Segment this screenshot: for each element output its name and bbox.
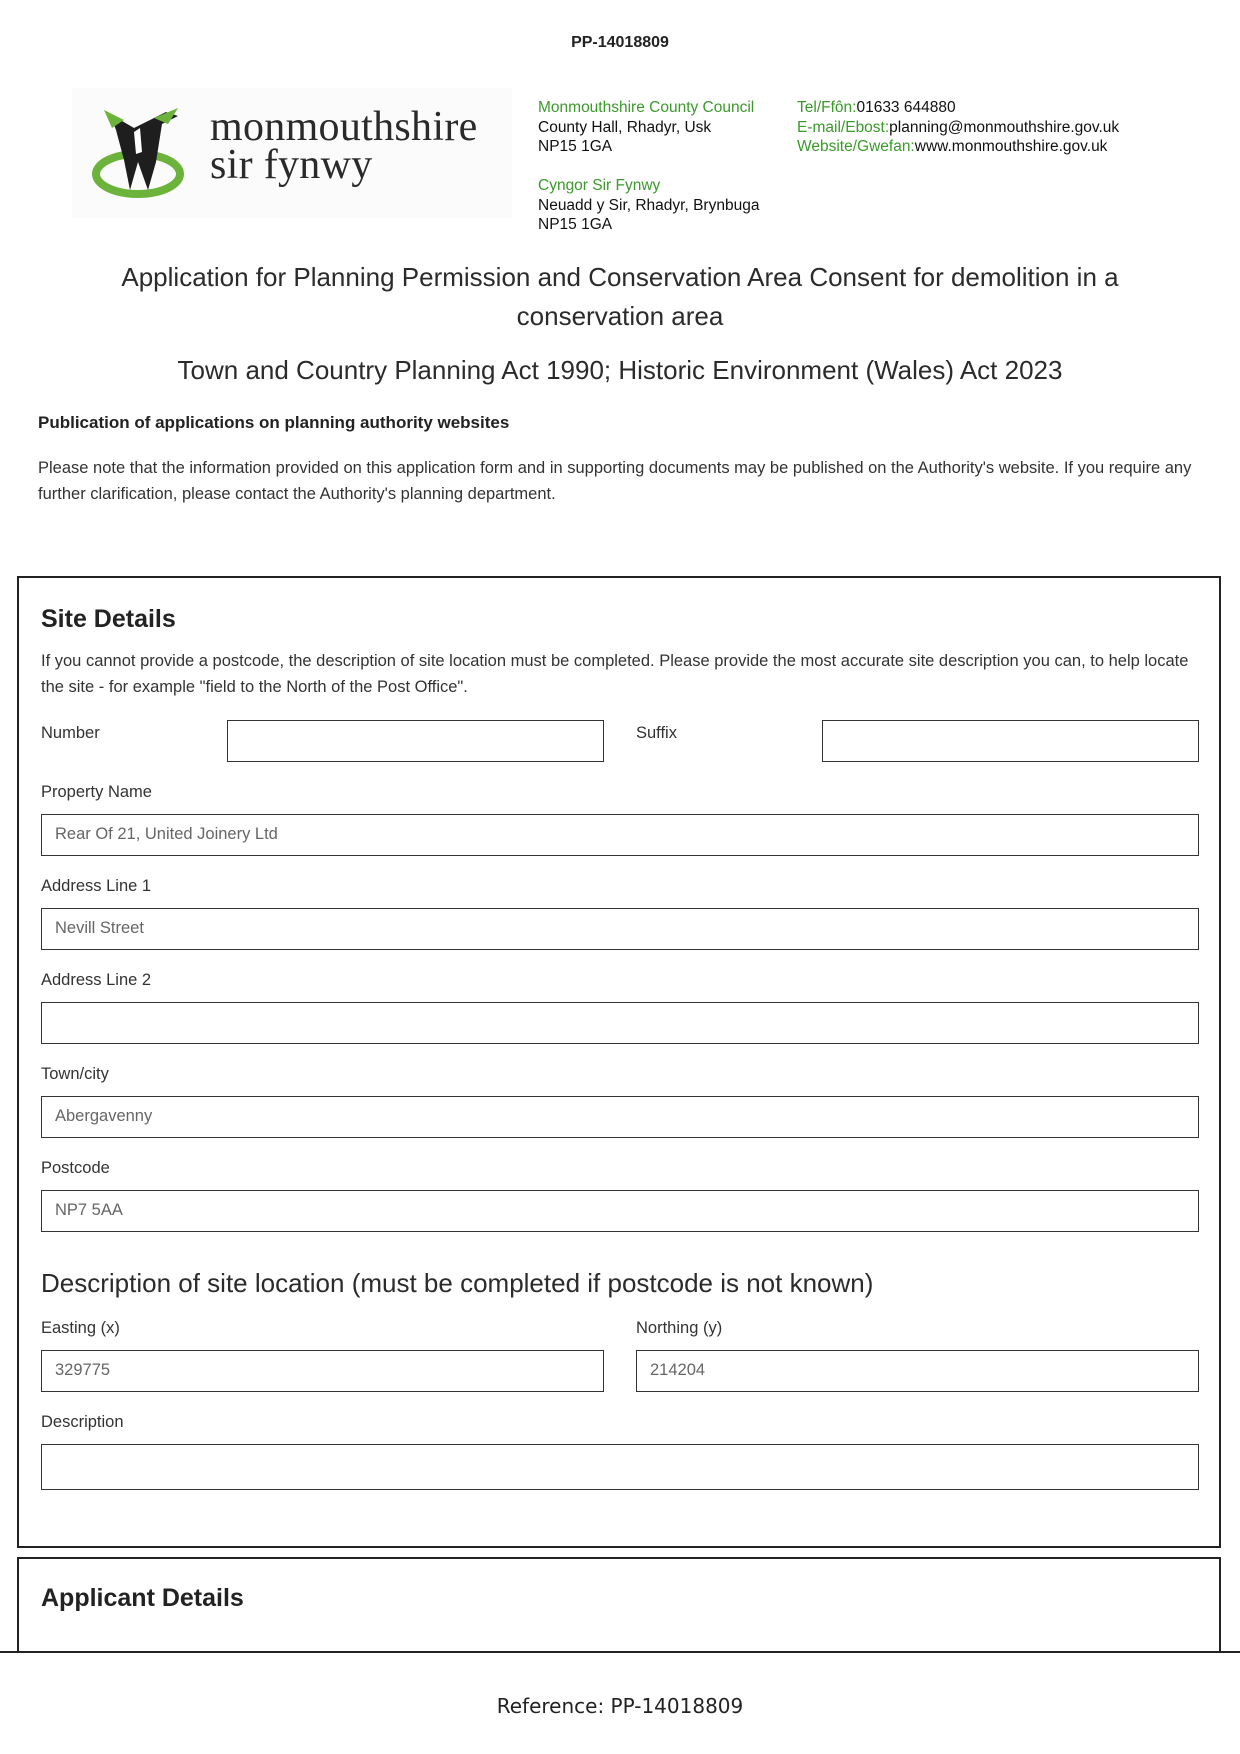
form-title-line-2: conservation area (516, 301, 724, 331)
contact-website (797, 137, 1119, 157)
address-line-1-input[interactable]: Nevill Street (41, 908, 1199, 950)
council-name-cy: Cyngor Sir Fynwy (538, 177, 661, 194)
email-label: E-mail/Ebost: (797, 118, 890, 136)
property-name-label: Property Name (41, 783, 152, 801)
site-details-section (17, 576, 1221, 1548)
email-value: planning@monmouthshire.gov.uk (889, 118, 1120, 136)
number-label: Number (41, 724, 100, 742)
postcode-input[interactable]: NP7 5AA (41, 1190, 1199, 1232)
contact-email (797, 118, 1119, 138)
description-input[interactable] (41, 1444, 1199, 1490)
northing-label: Northing (y) (636, 1319, 723, 1337)
tel-label: Tel/Ffôn: (797, 99, 857, 116)
tel-value: 01633 644880 (856, 99, 956, 116)
legislation-act: Town and Country Planning Act 1990; Historic Environment (Wales) Act 2023 (177, 355, 1063, 385)
website-value: www.monmouthshire.gov.uk (914, 138, 1108, 155)
publication-note: Please note that the information provided on this application form and in supporting documents may be published on the Authority's website. If you require any further clarification, please contact the Authority's planning department. (38, 459, 1192, 503)
property-name-input[interactable]: Rear Of 21, United Joinery Ltd (41, 814, 1199, 856)
address-line-2-label: Address Line 2 (41, 971, 152, 989)
contact-details (797, 98, 1119, 157)
council-address-en-line-2: NP15 1GA (538, 138, 613, 155)
site-location-heading: Description of site location (must be completed if postcode is not known) (41, 1268, 874, 1298)
applicant-details-section (17, 1557, 1221, 1653)
description-label: Description (41, 1413, 124, 1431)
easting-input[interactable]: 329775 (41, 1350, 604, 1392)
footer-divider (0, 1651, 1240, 1653)
logo-wordmark (210, 104, 478, 188)
number-input[interactable] (227, 720, 604, 762)
northing-input[interactable]: 214204 (636, 1350, 1199, 1392)
logo-line-2: sir fynwy (210, 142, 373, 188)
publication-heading: Publication of applications on planning authority websites (38, 413, 510, 432)
address-line-2-input[interactable] (41, 1002, 1199, 1044)
applicant-details-title: Applicant Details (41, 1584, 244, 1612)
council-address-cy-line-2: NP15 1GA (538, 216, 613, 233)
postcode-label: Postcode (41, 1159, 110, 1177)
logo-line-1: monmouthshire (210, 104, 478, 150)
website-label: Website/Gwefan: (797, 138, 915, 155)
council-name-en: Monmouthshire County Council (538, 99, 755, 116)
site-details-intro: If you cannot provide a postcode, the description of site location must be completed. Please provide the most accurate site description you can, to help locate the site - for example "field to the North of the Post Office". (41, 652, 1189, 696)
form-title-line-1: Application for Planning Permission and Conservation Area Consent for demolition in a (121, 262, 1119, 292)
page-reference-top: PP-14018809 (571, 34, 669, 51)
suffix-input[interactable] (822, 720, 1199, 762)
easting-label: Easting (x) (41, 1319, 120, 1337)
council-logo (72, 88, 512, 218)
town-city-label: Town/city (41, 1065, 109, 1083)
council-address-en-line-1: County Hall, Rhadyr, Usk (538, 118, 712, 136)
suffix-label: Suffix (636, 724, 677, 742)
site-details-title: Site Details (41, 605, 176, 633)
form-title (60, 258, 1180, 336)
council-address-en (538, 98, 754, 157)
council-address-cy (538, 176, 759, 235)
dragon-emblem-icon (90, 102, 200, 202)
council-address-cy-line-1: Neuadd y Sir, Rhadyr, Brynbuga (538, 196, 760, 214)
town-city-input[interactable]: Abergavenny (41, 1096, 1199, 1138)
address-line-1-label: Address Line 1 (41, 877, 152, 895)
footer-reference: Reference: PP-14018809 (496, 1694, 744, 1718)
contact-tel (797, 98, 1119, 118)
